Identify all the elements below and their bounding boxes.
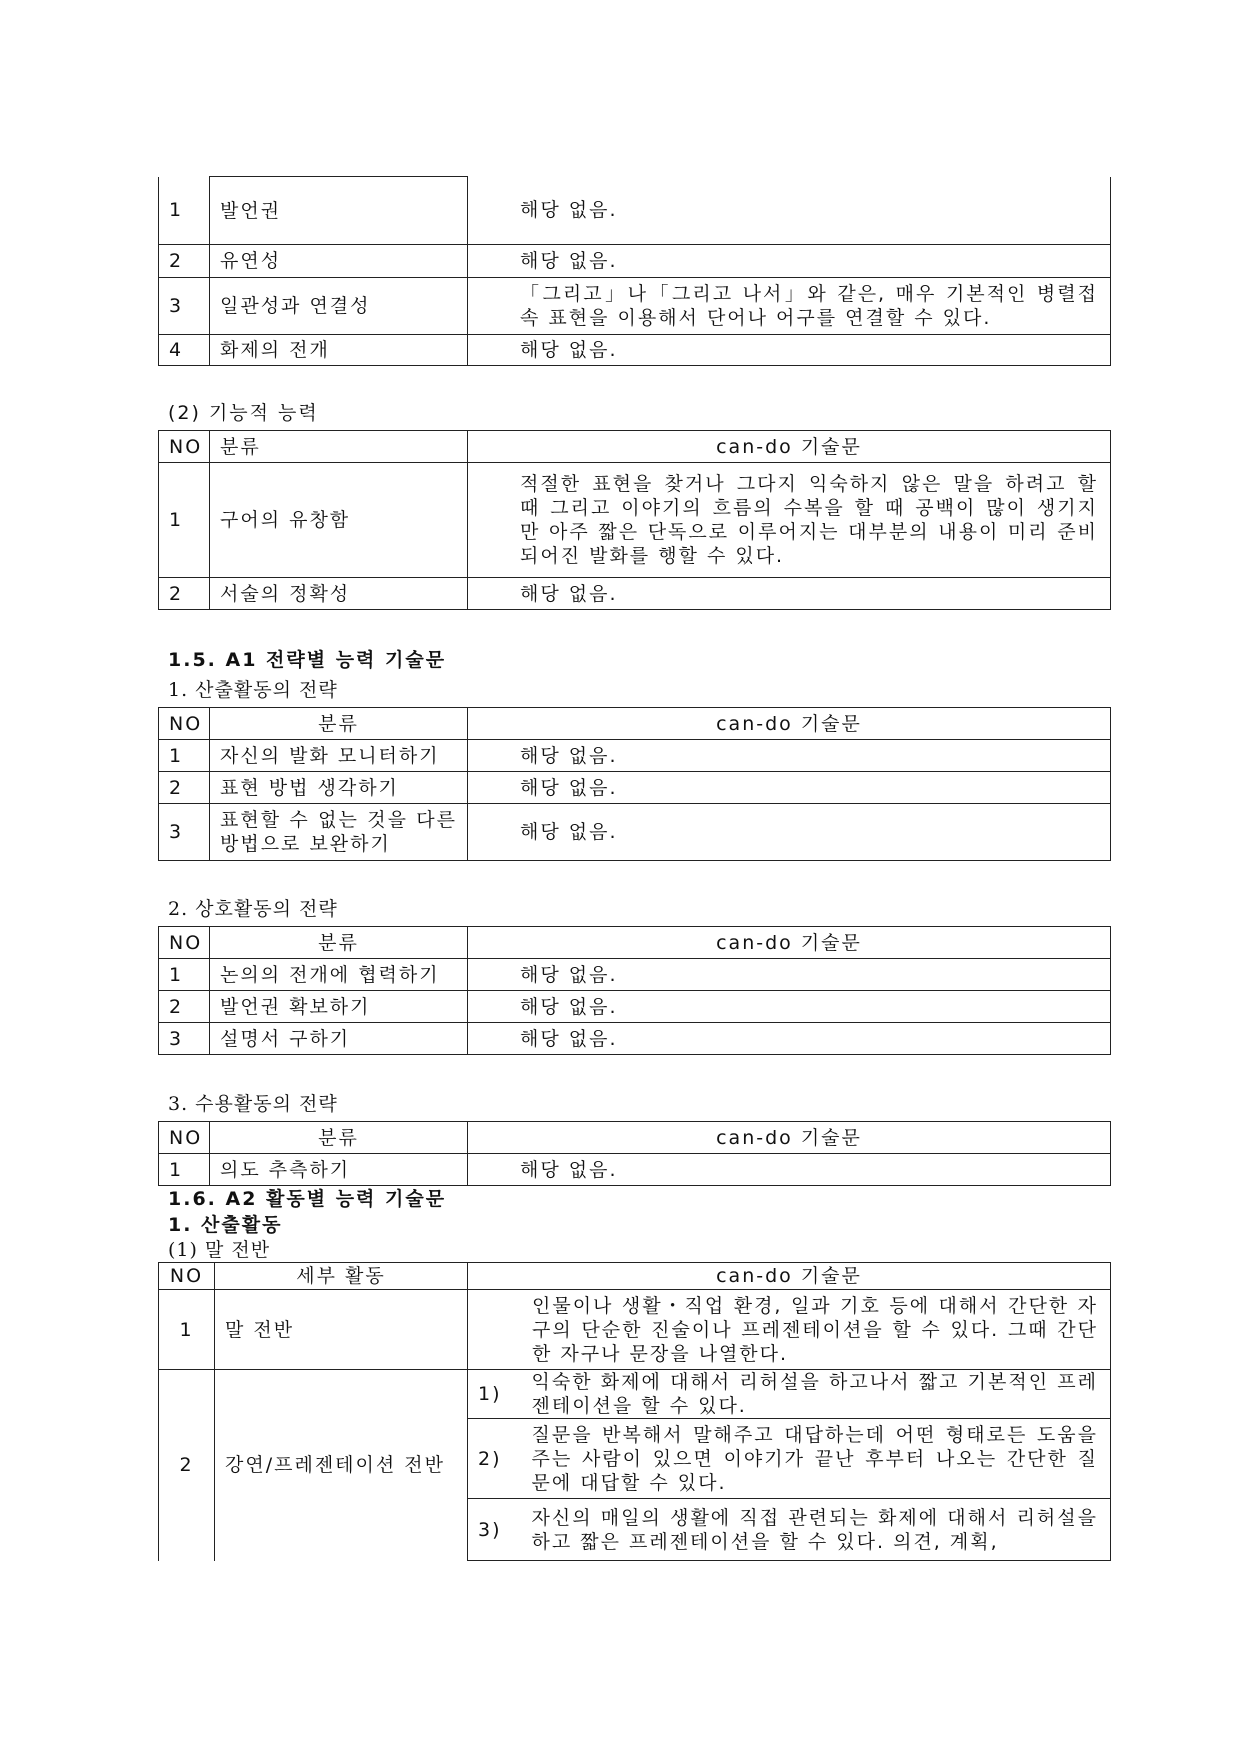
header-text: can-do 기술문 (468, 927, 1111, 959)
item-number: 3) (468, 1499, 524, 1561)
row-number: 1 (159, 177, 210, 245)
header-category: 분류 (210, 1122, 468, 1154)
table-header-row (159, 927, 1111, 959)
header-no: NO (159, 927, 210, 959)
table-row (159, 463, 1111, 578)
row-text: 해당 없음. (468, 1154, 1111, 1186)
interaction-strategy-table (158, 926, 1111, 1055)
item-text: 자신의 매일의 생활에 직접 관련되는 화제에 대해서 리허설을 하고 짧은 프레젠테이션을 할 수 있다. 의견, 계획, (524, 1499, 1111, 1561)
table-row (159, 1290, 1111, 1370)
functional-table (158, 430, 1111, 610)
table-row (159, 804, 1111, 861)
section-1-5-title: 1.5. A1 전략별 능력 기술문 (168, 649, 447, 671)
row-number: 3 (159, 804, 210, 861)
row-text: 해당 없음. (468, 335, 1111, 366)
reception-strategy-heading: 3. 수용활동의 전략 (168, 1093, 338, 1115)
row-category: 화제의 전개 (210, 335, 468, 366)
row-category: 의도 추측하기 (210, 1154, 468, 1186)
row-number: 3 (159, 1023, 210, 1055)
interaction-strategy-heading: 2. 상호활동의 전략 (168, 898, 338, 920)
header-no: NO (159, 1263, 215, 1290)
row-number: 2 (159, 1370, 215, 1561)
row-number: 2 (159, 991, 210, 1023)
table-row (159, 1370, 1111, 1419)
table-row (159, 991, 1111, 1023)
row-number: 2 (159, 578, 210, 610)
row-category: 구어의 유창함 (210, 463, 468, 578)
table-row (159, 177, 1111, 245)
header-category: 분류 (210, 708, 468, 740)
row-category: 서술의 정확성 (210, 578, 468, 610)
speech-general-heading: (1) 말 전반 (168, 1239, 271, 1261)
functional-heading: (2) 기능적 능력 (168, 402, 319, 424)
row-text: 적절한 표현을 찾거나 그다지 익숙하지 않은 말을 하려고 할 때 그리고 이야기의 흐름의 수복을 할 때 공백이 많이 생기지만 아주 짧은 단독으로 이루어지는 대부분의 내용이 미리 준비되어진 발화를 행할 수 있다. (468, 463, 1111, 578)
item-number: 1) (468, 1370, 524, 1419)
row-category: 일관성과 연결성 (210, 278, 468, 335)
row-number: 1 (159, 1290, 215, 1370)
row-text: 「그리고」나「그리고 나서」와 같은, 매우 기본적인 병렬접속 표현을 이용해서 단어나 어구를 연결할 수 있다. (468, 278, 1111, 335)
row-number: 1 (159, 463, 210, 578)
header-category: 분류 (210, 927, 468, 959)
header-category: 세부 활동 (215, 1263, 468, 1290)
item-number: 2) (468, 1419, 524, 1499)
row-category: 표현할 수 없는 것을 다른 방법으로 보완하기 (210, 804, 468, 861)
row-text: 해당 없음. (468, 804, 1111, 861)
table-header-row (159, 431, 1111, 463)
row-text: 해당 없음. (468, 177, 1111, 245)
table-row (159, 772, 1111, 804)
speech-general-table (158, 1262, 1111, 1561)
row-category: 말 전반 (215, 1290, 468, 1370)
item-text: 질문을 반복해서 말해주고 대답하는데 어떤 형태로든 도움을 주는 사람이 있으면 이야기가 끝난 후부터 나오는 간단한 질문에 대답할 수 있다. (524, 1419, 1111, 1499)
table-row (159, 1154, 1111, 1186)
table-header-row (159, 1122, 1111, 1154)
header-text: can-do 기술문 (468, 431, 1111, 463)
row-text: 해당 없음. (468, 740, 1111, 772)
table-row (159, 959, 1111, 991)
row-number: 2 (159, 245, 210, 278)
production-strategy-table (158, 707, 1111, 861)
row-category: 강연/프레젠테이션 전반 (215, 1370, 468, 1561)
row-text: 해당 없음. (468, 1023, 1111, 1055)
header-text: can-do 기술문 (468, 1122, 1111, 1154)
row-category: 표현 방법 생각하기 (210, 772, 468, 804)
production-strategy-heading: 1. 산출활동의 전략 (168, 679, 338, 701)
header-no: NO (159, 431, 210, 463)
section-1-6-title: 1.6. A2 활동별 능력 기술문 (168, 1188, 447, 1210)
production-activity-subtitle: 1. 산출활동 (168, 1214, 283, 1236)
row-number: 1 (159, 740, 210, 772)
row-text: 해당 없음. (468, 245, 1111, 278)
row-text: 해당 없음. (468, 578, 1111, 610)
row-text: 인물이나 생활・직업 환경, 일과 기호 등에 대해서 간단한 자구의 단순한 진술이나 프레젠테이션을 할 수 있다. 그때 간단한 자구나 문장을 나열한다. (468, 1290, 1111, 1370)
header-no: NO (159, 1122, 210, 1154)
table-header-row (159, 1263, 1111, 1290)
coherence-table (158, 176, 1111, 366)
table-header-row (159, 708, 1111, 740)
row-number: 2 (159, 772, 210, 804)
row-category: 유연성 (210, 245, 468, 278)
row-number: 4 (159, 335, 210, 366)
row-text: 해당 없음. (468, 991, 1111, 1023)
row-number: 1 (159, 1154, 210, 1186)
row-number: 3 (159, 278, 210, 335)
header-text: can-do 기술문 (468, 1263, 1111, 1290)
table-row (159, 578, 1111, 610)
header-no: NO (159, 708, 210, 740)
table-row (159, 1023, 1111, 1055)
table-row (159, 740, 1111, 772)
header-category: 분류 (210, 431, 468, 463)
table-row (159, 278, 1111, 335)
reception-strategy-table (158, 1121, 1111, 1186)
row-category: 자신의 발화 모니터하기 (210, 740, 468, 772)
row-category: 설명서 구하기 (210, 1023, 468, 1055)
item-text: 익숙한 화제에 대해서 리허설을 하고나서 짧고 기본적인 프레젠테이션을 할 수 있다. (524, 1370, 1111, 1419)
row-number: 1 (159, 959, 210, 991)
table-row (159, 245, 1111, 278)
row-category: 발언권 (210, 177, 468, 245)
row-text: 해당 없음. (468, 772, 1111, 804)
row-category: 발언권 확보하기 (210, 991, 468, 1023)
table-row (159, 335, 1111, 366)
header-text: can-do 기술문 (468, 708, 1111, 740)
row-category: 논의의 전개에 협력하기 (210, 959, 468, 991)
row-text: 해당 없음. (468, 959, 1111, 991)
